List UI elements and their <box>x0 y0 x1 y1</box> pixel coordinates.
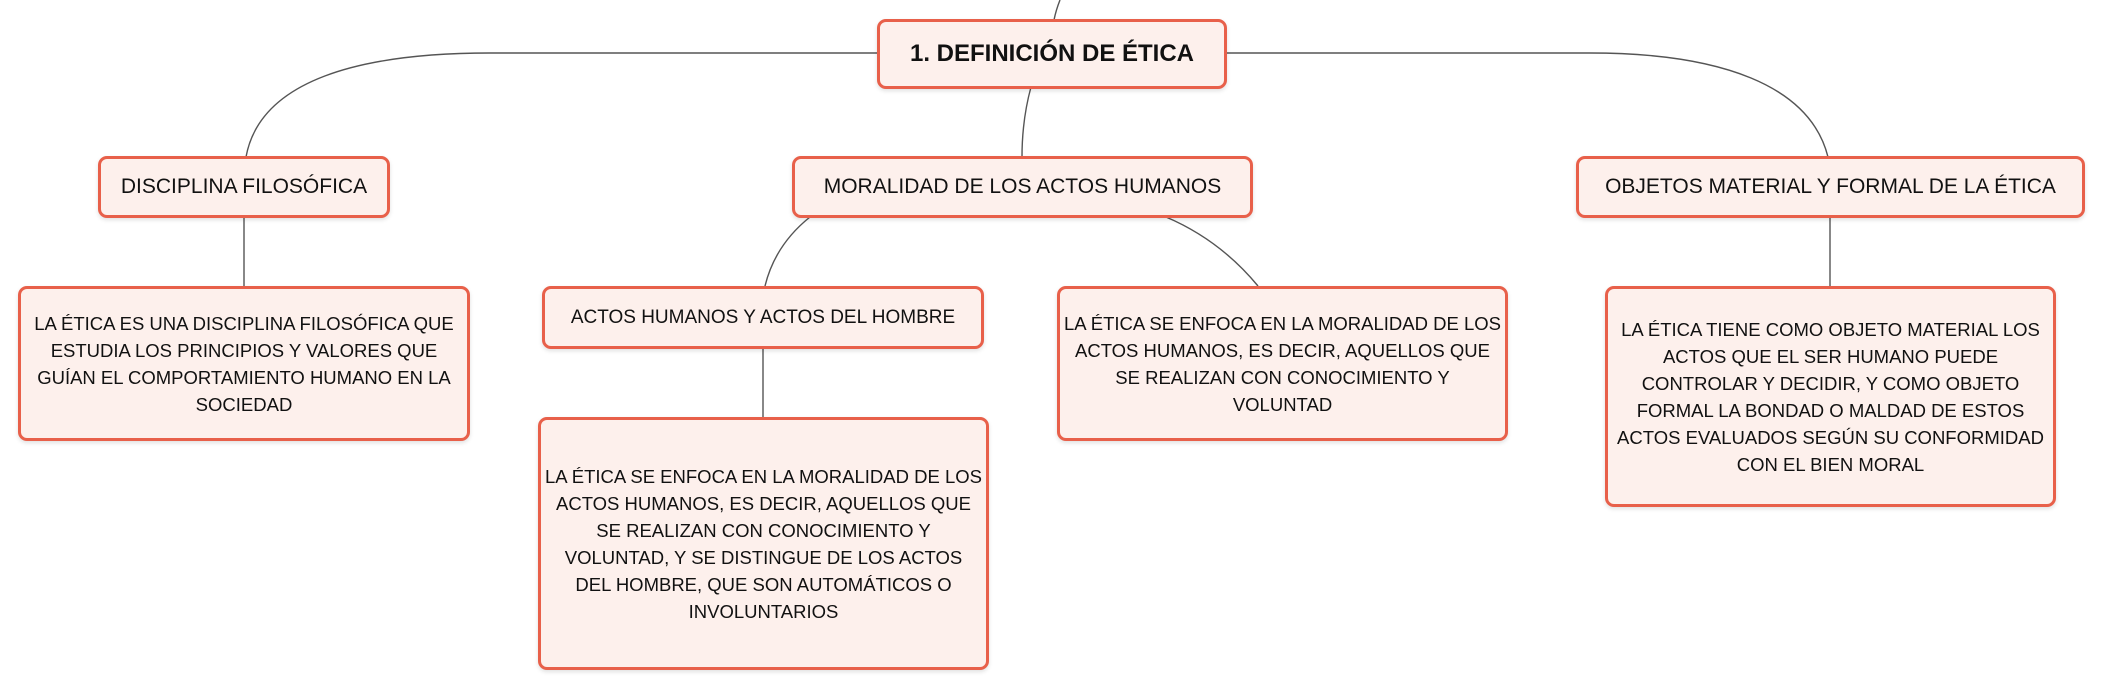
root-label: 1. DEFINICIÓN DE ÉTICA <box>909 40 1195 67</box>
topic-objetos-material-formal[interactable] <box>1576 156 2085 218</box>
connector-root-moralidad <box>1022 87 1031 157</box>
leaf-text: LA ÉTICA ES UNA DISCIPLINA FILOSÓFICA QUE ESTUDIA LOS PRINCIPIOS Y VALORES QUE GUÍAN EL COMPORTAMIENTO HUMANO EN LA SOCIEDAD <box>34 312 454 415</box>
topic-disciplina-filosofica[interactable] <box>98 156 390 218</box>
leaf-moralidad-definicion[interactable] <box>1057 286 1508 441</box>
connector-incoming <box>1054 0 1060 20</box>
connector-moralidad-actos <box>765 217 810 286</box>
leaf-text: LA ÉTICA TIENE COMO OBJETO MATERIAL LOS ACTOS QUE EL SER HUMANO PUEDE CONTROLAR Y DECIDIR, Y COMO OBJETO FORMAL LA BONDAD O MALDAD DE ESTOS ACTOS EVALUADOS SEGÚN SU CONFORMIDAD CON EL BIEN MORAL <box>1617 318 2044 475</box>
topic-moralidad-actos-humanos[interactable] <box>792 156 1253 218</box>
leaf-text: LA ÉTICA SE ENFOCA EN LA MORALIDAD DE LOS ACTOS HUMANOS, ES DECIR, AQUELLOS QUE SE REALIZAN CON CONOCIMIENTO Y VOLUNTAD <box>1064 312 1501 415</box>
leaf-objetos-definicion[interactable] <box>1605 286 2056 507</box>
connector-root-objetos <box>1225 53 1828 157</box>
connector-moralidad-leaf <box>1166 217 1258 286</box>
leaf-disciplina-definicion[interactable] <box>18 286 470 441</box>
topic-label: DISCIPLINA FILOSÓFICA <box>120 175 368 198</box>
connector-root-disciplina <box>246 53 879 157</box>
topic-label: OBJETOS MATERIAL Y FORMAL DE LA ÉTICA <box>1605 175 2056 198</box>
root-node[interactable] <box>877 19 1227 89</box>
subtopic-actos-humanos-hombre[interactable] <box>542 286 984 349</box>
leaf-actos-definicion[interactable] <box>538 417 989 670</box>
leaf-text: LA ÉTICA SE ENFOCA EN LA MORALIDAD DE LOS ACTOS HUMANOS, ES DECIR, AQUELLOS QUE SE REALIZAN CON CONOCIMIENTO Y VOLUNTAD, Y SE DISTINGUE DE LOS ACTOS DEL HOMBRE, QUE SON AUTOMÁTICOS O INVOLUNTARIOS <box>545 465 982 622</box>
subtopic-label: ACTOS HUMANOS Y ACTOS DEL HOMBRE <box>570 306 956 328</box>
topic-label: MORALIDAD DE LOS ACTOS HUMANOS <box>823 175 1222 198</box>
